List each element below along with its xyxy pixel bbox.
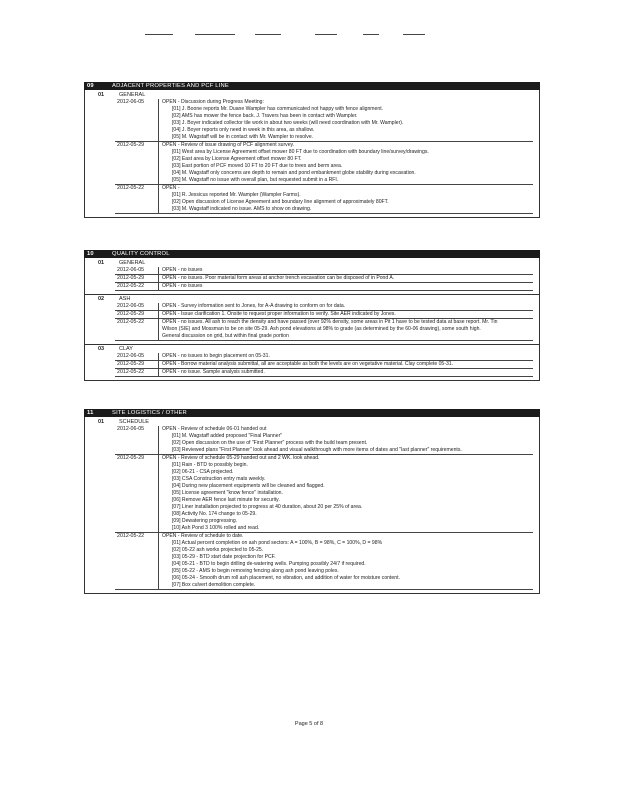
subsection-number: 02 [98, 296, 105, 302]
entry-line: OPEN - no issues [162, 283, 203, 289]
subsection-title: ASH [119, 296, 131, 302]
entry-line: [03] Reviewed plans "First Planner" look ahead and visual walkthrough with more items of dates and "last planner" requirements. [172, 447, 462, 453]
entry-date: 2012-05-29 [117, 455, 145, 461]
entry-line: [07] Box culvert demolition complete. [172, 582, 256, 588]
section-header [84, 82, 540, 90]
section-title: QUALITY CONTROL [112, 251, 170, 257]
entry-date: 2012-05-29 [117, 311, 145, 317]
subsection-number: 01 [98, 260, 105, 266]
entry [115, 361, 533, 369]
entry-date: 2012-05-22 [117, 369, 145, 375]
entry-date: 2012-05-22 [117, 533, 145, 539]
entry-line: OPEN - no issues to begin placement on 05-31. [162, 353, 270, 359]
entry-line: OPEN - no issues. Poor material form areas at anchor trench excavation can be disposed of in Pond A. [162, 275, 395, 281]
entry-date: 2012-05-29 [117, 361, 145, 367]
entry-line: OPEN - Review of issue drawing of PCF alignment survey. [162, 142, 295, 148]
entry-date: 2012-05-29 [117, 142, 145, 148]
entry-line: OPEN - Review of schedule 06-01 handed out [162, 426, 267, 432]
entry-line: [05] 05-22 - AMS to begin removing fencing along ash pond leaving poles. [172, 568, 339, 574]
entry-line: [05] License agreement "know fence" installation. [172, 490, 283, 496]
entry-line: [02] 06-21 - CSA projected. [172, 469, 234, 475]
entry [115, 319, 533, 341]
subsection-number: 01 [98, 92, 105, 98]
entry [115, 311, 533, 319]
entry-line: [02] East area by License Agreement offset mower 80 FT. [172, 156, 302, 162]
entry-date: 2012-05-22 [117, 283, 145, 289]
entry-line: [06] Remove AER fence last minute for security. [172, 497, 280, 503]
subsection-header [85, 345, 539, 353]
entry-line: [05] M. Wagstaff no issue with overall plan, but requested submit in a RFI. [172, 177, 339, 183]
entry-line: [07] Liner installation projected to progress at 40 duration, about 20 per 25% of area. [172, 504, 363, 510]
entry-line: OPEN - [162, 185, 180, 191]
entry [115, 369, 533, 377]
entry-date: 2012-05-22 [117, 319, 145, 325]
entry-line: [03] M. Wagstaff indicated no issue. AMS to show on drawing. [172, 206, 312, 212]
entry-line: OPEN - Discussion during Progress Meeting: [162, 99, 264, 105]
entry-line: [04] During new placement equipments will be cleaned and flagged. [172, 483, 325, 489]
entry-line: OPEN - Review of schedule to date. [162, 533, 244, 539]
entry-date: 2012-05-29 [117, 275, 145, 281]
entry-line: OPEN - Borrow material analysis submittal, all are acceptable as both the levels are on vegetative material. Clay complete 05-31. [162, 361, 454, 367]
entry [115, 426, 533, 455]
entry-line: [02] AMS has mower the fence back. J. Travers has been in contact with Wampler. [172, 113, 358, 119]
entry-line: [03] CSA Construction entry mats weekly. [172, 476, 266, 482]
entry-line: [03] J. Boyer indicated collector tile work in about two weeks (will need coordination with Mr. Wampler). [172, 120, 404, 126]
entry-date: 2012-06-05 [117, 99, 145, 105]
subsection-title: CLAY [119, 346, 133, 352]
entry-line: [01] R. Jessicus reported Mr. Wampler (Wampler Farms). [172, 192, 301, 198]
section-header [84, 250, 540, 258]
subsection-number: 01 [98, 419, 105, 425]
entry [115, 283, 533, 291]
entry-date: 2012-05-22 [117, 185, 145, 191]
entry-date: 2012-06-05 [117, 267, 145, 273]
entry [115, 142, 533, 185]
section-number: 11 [87, 410, 94, 416]
entry-line: [01] M. Wagstaff added proposed "Final Planner" [172, 433, 283, 439]
section-title: ADJACENT PROPERTIES AND PCF LINE [112, 83, 229, 89]
entry-line: [01] J. Boone reports Mr. Duane Wampler has communicated not happy with fence alignment. [172, 106, 384, 112]
subsection-number: 03 [98, 346, 105, 352]
entry [115, 455, 533, 533]
entry [115, 275, 533, 283]
entry [115, 99, 533, 142]
section-site-logistics [84, 409, 540, 594]
entry-date: 2012-06-05 [117, 426, 145, 432]
entry-line: [06] 05-24 - Smooth drum roll ash placement, no vibration, and addition of water for moisture content. [172, 575, 400, 581]
entry-line: [02] 05-22 ash works projected to 05-25. [172, 547, 264, 553]
section-number: 09 [87, 83, 94, 89]
section-title: SITE LOGISTICS / OTHER [112, 410, 187, 416]
entry-line: [01] Actual percent completion on ash pond sectors: A = 100%, B = 98%, C = 100%, D = 98% [172, 540, 383, 546]
entry [115, 303, 533, 311]
entry-line: General discussion on grid, but within final grade portion [162, 333, 289, 339]
entry-line: [02] Open discussion of License Agreement and boundary line alignment of approximately 80FT. [172, 199, 389, 205]
section-number: 10 [87, 251, 94, 257]
entry-line: OPEN - no issues [162, 267, 203, 273]
subsection-title: SCHEDULE [119, 419, 149, 425]
entry-line: [04] J. Boyer reports only need in week in this area, as shallow. [172, 127, 315, 133]
entry-line: [09] Dewatering progressing. [172, 518, 238, 524]
entry-line: [01] Rain - BTD to possibly begin. [172, 462, 248, 468]
entry-line: OPEN - Review of schedule 05-29 handed out and 2 WK. look ahead. [162, 455, 320, 461]
entry-line: OPEN - Survey information sent to Jones, for A-A drawing to conform on for data. [162, 303, 346, 309]
entry [115, 267, 533, 275]
subsection-header [85, 91, 539, 99]
entry-line: OPEN - no issue. Sample analysis submitted. [162, 369, 265, 375]
entry [115, 533, 533, 590]
entry-line: [05] M. Wagstaff will be in contact with Mr. Wampler to resolve. [172, 134, 314, 140]
header-redaction-lines [145, 34, 445, 37]
entry [115, 353, 533, 361]
subsection-title: GENERAL [119, 92, 146, 98]
section-header [84, 409, 540, 417]
entry-line: [01] West area by License Agreement offset mower 80 FT due to coordination with boundary line/survey/drawings. [172, 149, 429, 155]
page-number: Page 5 of 8 [294, 721, 324, 727]
entry [115, 185, 533, 214]
entry-line: [08] Activity No. 174 change to 05-29. [172, 511, 257, 517]
entry-line: OPEN - no issues. All ash to reach the density and have passed (over 92% density, some areas in Pit 1 have to be tested data at base report. Mr. Tin [162, 319, 498, 325]
entry-date: 2012-06-05 [117, 303, 145, 309]
subsection-header [85, 418, 539, 426]
entry-line: [04] M. Wagstaff only concerns are depth to remain and pond embankment globe stability during excavation. [172, 170, 416, 176]
entry-line: [04] 05-21 - BTD to begin drilling de-watering wells. Pumping possibly 24/7 if required. [172, 561, 366, 567]
entry-line: Wilson (SIE) and Mossman to be on site 05-29. Ash pond elevations at 98% to grade (as determined by the 60-06 drawing), some south high. [162, 326, 481, 332]
entry-date: 2012-06-05 [117, 353, 145, 359]
entry-line: [02] Open discussion on the use of "First Planner" process with the build team present. [172, 440, 368, 446]
entry-line: [03] East portion of PCF moved 10 FT to 20 FT due to trees and berm area. [172, 163, 343, 169]
section-quality-control [84, 250, 540, 381]
subsection-header [85, 259, 539, 267]
entry-line: [10] Ash Pond 3 100% rolled and read. [172, 525, 260, 531]
entry-line: OPEN - Issue clarification 1. Onsite to request proper information to verify. Site AER indicated by Jones. [162, 311, 396, 317]
subsection-title: GENERAL [119, 260, 146, 266]
entry-line: [03] 05-29 - BTD start date projection for PCF. [172, 554, 276, 560]
subsection-header [85, 295, 539, 303]
section-adjacent-properties [84, 82, 540, 218]
